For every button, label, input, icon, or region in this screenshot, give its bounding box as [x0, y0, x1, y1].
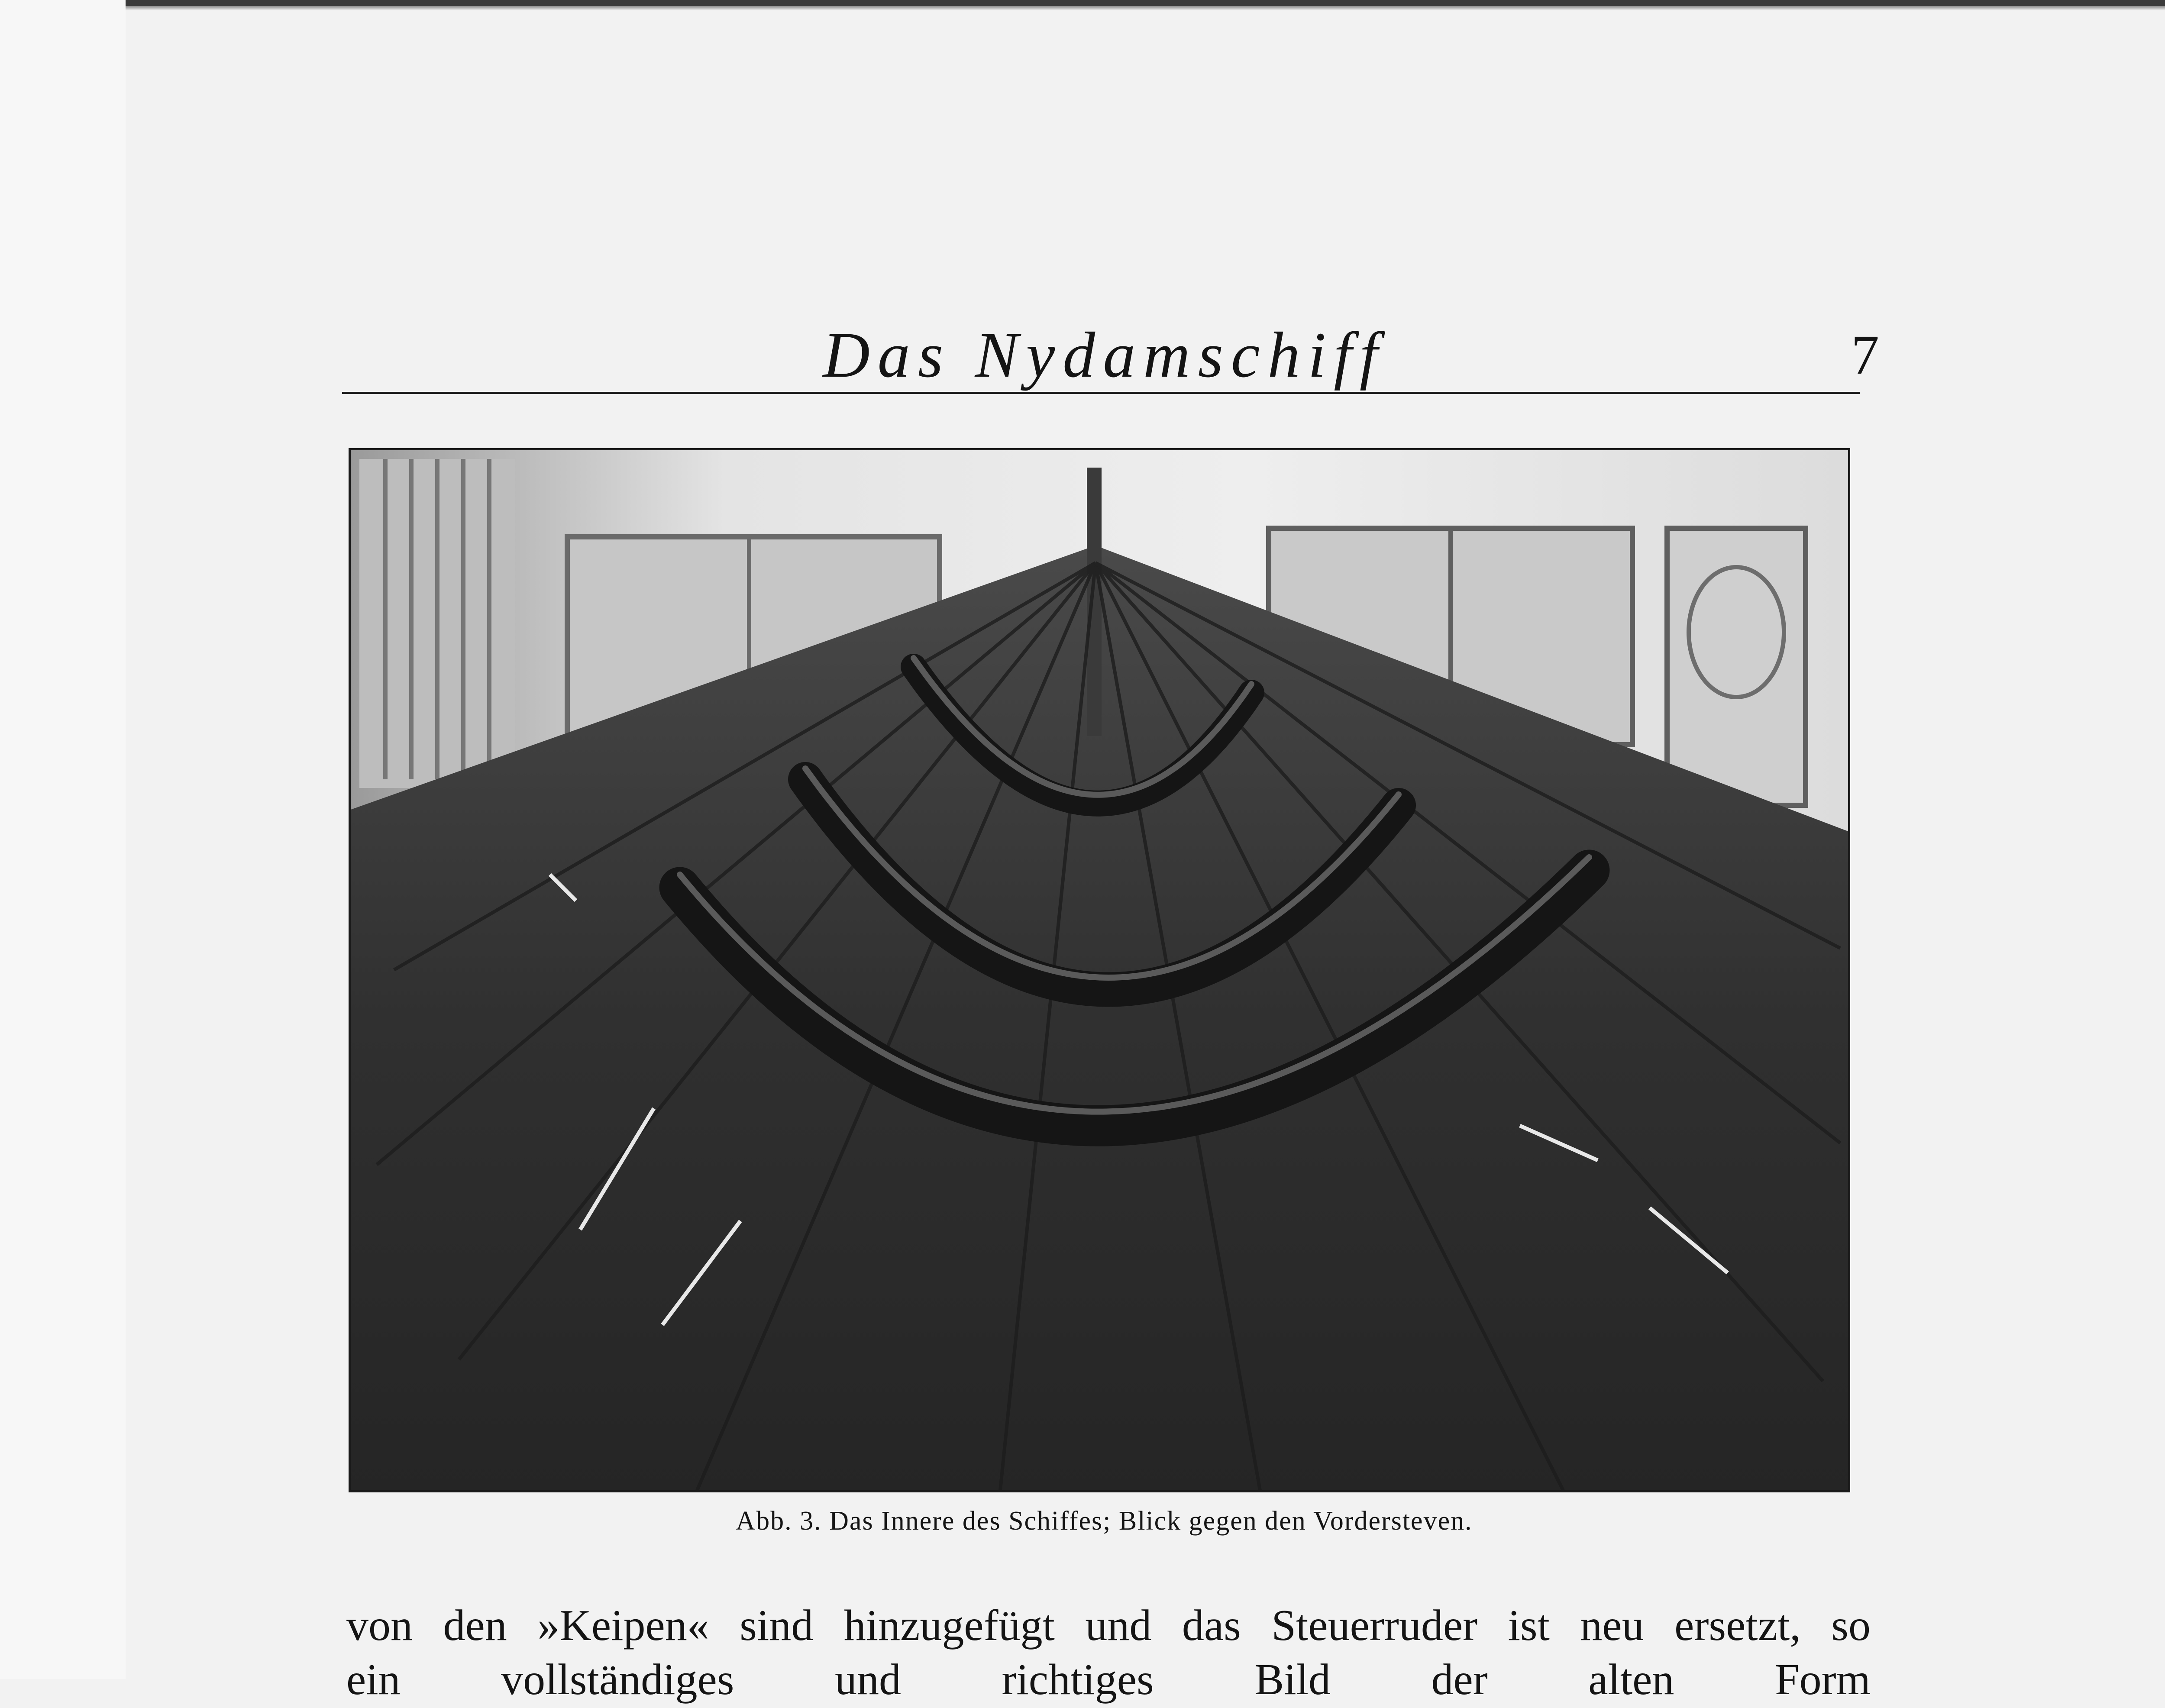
photo-illustration: [351, 450, 1848, 1490]
stem-post: [1087, 468, 1102, 736]
header-rule: [342, 392, 1860, 394]
page-number: 7: [1851, 324, 1879, 386]
body-text-line-2: ein vollständiges und richtiges Bild der alten Form: [346, 1655, 1871, 1704]
ship-interior-photograph: [349, 448, 1850, 1492]
body-text-line-1: von den »Keipen« sind hinzugefügt und das Steuerruder ist neu ersetzt, so: [346, 1601, 1871, 1650]
running-title: Das Nydamschiff: [823, 319, 1386, 391]
display-case-far-right: [1667, 528, 1806, 805]
scan-top-edge-shadow: [126, 6, 2165, 10]
figure-caption: Abb. 3. Das Innere des Schiffes; Blick gegen den Vordersteven.: [736, 1506, 1473, 1536]
scan-top-edge: [126, 0, 2165, 6]
scan-left-margin: [0, 0, 126, 1679]
